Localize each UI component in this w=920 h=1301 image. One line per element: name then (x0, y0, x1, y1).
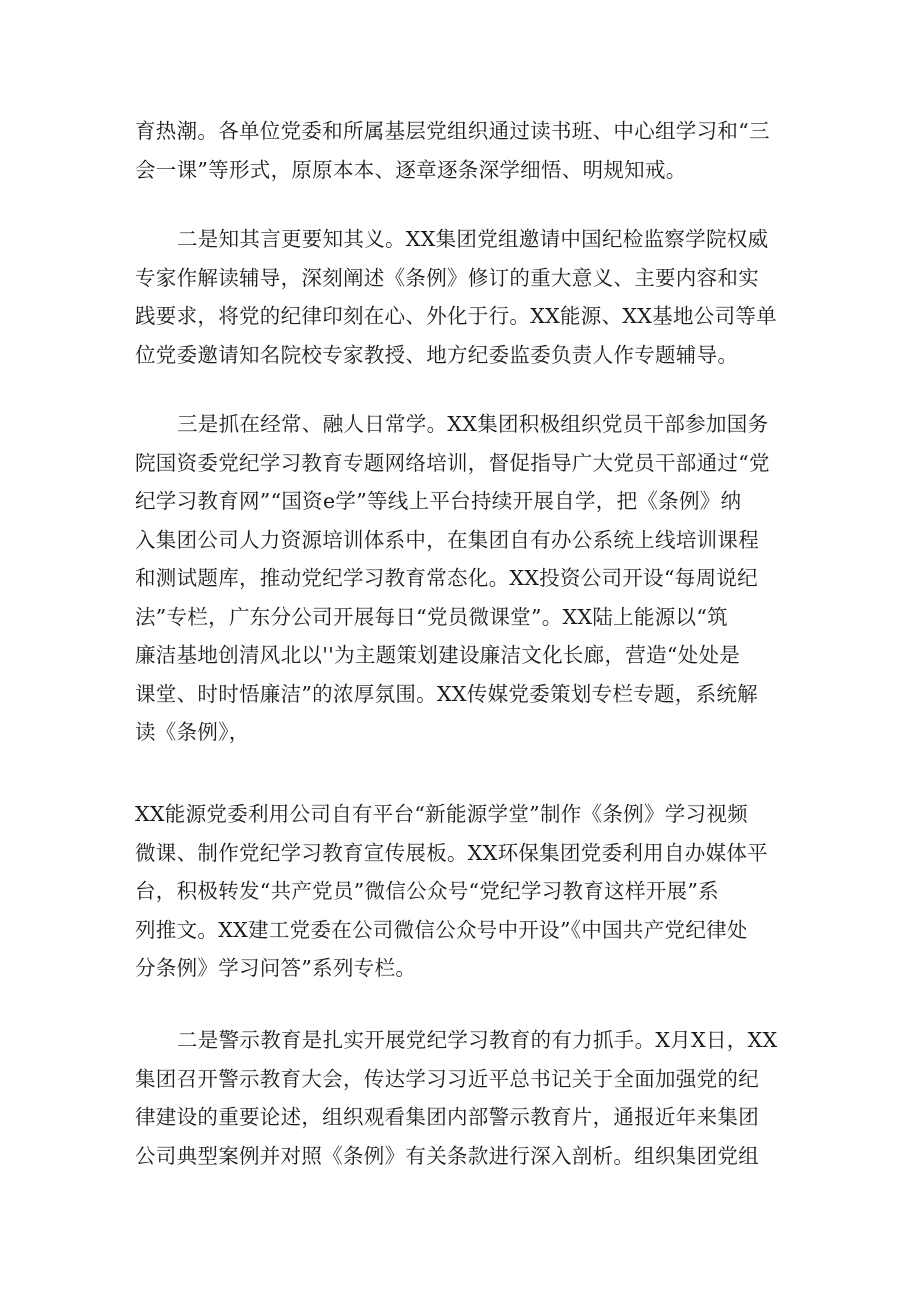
text-line: 院国资委党纪学习教育专题网络培训，督促指导广大党员干部通过“党 (135, 450, 770, 475)
paragraph-3 (135, 405, 795, 752)
text-line: 课堂、时时悟廉洁”的浓厚氛围。XX传媒党委策划专栏专题，系统解 (135, 681, 758, 706)
paragraph-5 (135, 1021, 795, 1175)
text-line: 廉洁基地创清风北以''为主题策划建设廉洁文化长廊，营造“处处是 (135, 643, 741, 667)
text-line: 台，积极转发“共产党员”微信公众号“党纪学习教育这样开展”系 (135, 879, 719, 903)
text-line: 分条例》学习问答”系列专栏。 (135, 956, 417, 980)
paragraph-2 (135, 220, 795, 374)
text-line: 位党委邀请知名院校专家教授、地方纪委监委负责人作专题辅导。 (135, 342, 739, 367)
text-line: 二是知其言更要知其义。XX集团党组邀请中国纪检监察学院权威 (177, 227, 769, 251)
text-line: 集团召开警示教育大会，传达学习习近平总书记关于全面加强党的纪 (135, 1066, 759, 1091)
text-line: 会一课”等形式，原原本本、逐章逐条深学细悟、明规知戒。 (135, 157, 687, 182)
text-line: 微课、制作党纪学习教育宣传展板。XX环保集团党委利用自办媒体平 (135, 840, 768, 865)
text-line: 纪学习教育网”“国资e学”等线上平台持续开展自学，把《条例》纳 (135, 489, 742, 513)
text-line: 专家作解读辅导，深刻阐述《条例》修订的重大意义、主要内容和实 (135, 265, 759, 290)
paragraph-1 (135, 112, 795, 189)
paragraph-4 (135, 795, 795, 988)
text-line: 和测试题库，推动党纪学习教育常态化。XX投资公司开设“每周说纪 (135, 566, 758, 590)
text-line: 律建设的重要论述，组织观看集团内部警示教育片，通报近年来集团 (135, 1105, 759, 1129)
text-line: XX能源党委利用公司自有平台“新能源学堂”制作《条例》学习视频 (135, 802, 748, 826)
text-line: 二是警示教育是扎实开展党纪学习教育的有力抓手。X月X日，XX (177, 1028, 778, 1052)
text-line: 践要求，将党的纪律印刻在心、外化于行。XX能源、XX基地公司等单 (135, 304, 777, 328)
text-line: 列推文。XX建工党委在公司微信公众号中开设”《中国共产党纪律处 (135, 917, 748, 942)
text-line: 育热潮。各单位党委和所属基层党组织通过读书班、中心组学习和“三 (135, 119, 770, 143)
text-line: 公司典型案例并对照《条例》有关条款进行深入剖析。组织集团党组 (135, 1143, 759, 1168)
text-line: 读《条例》， (135, 720, 250, 744)
text-line: 法”专栏，广东分公司开展每日“党员微课堂”。XX陆上能源以“筑 (135, 604, 728, 629)
text-line: 三是抓在经常、融人日常学。XX集团积极组织党员干部参加国务 (177, 412, 769, 436)
text-line: 入集团公司人力资源培训体系中，在集团自有办公系统上线培训课程 (135, 527, 759, 552)
